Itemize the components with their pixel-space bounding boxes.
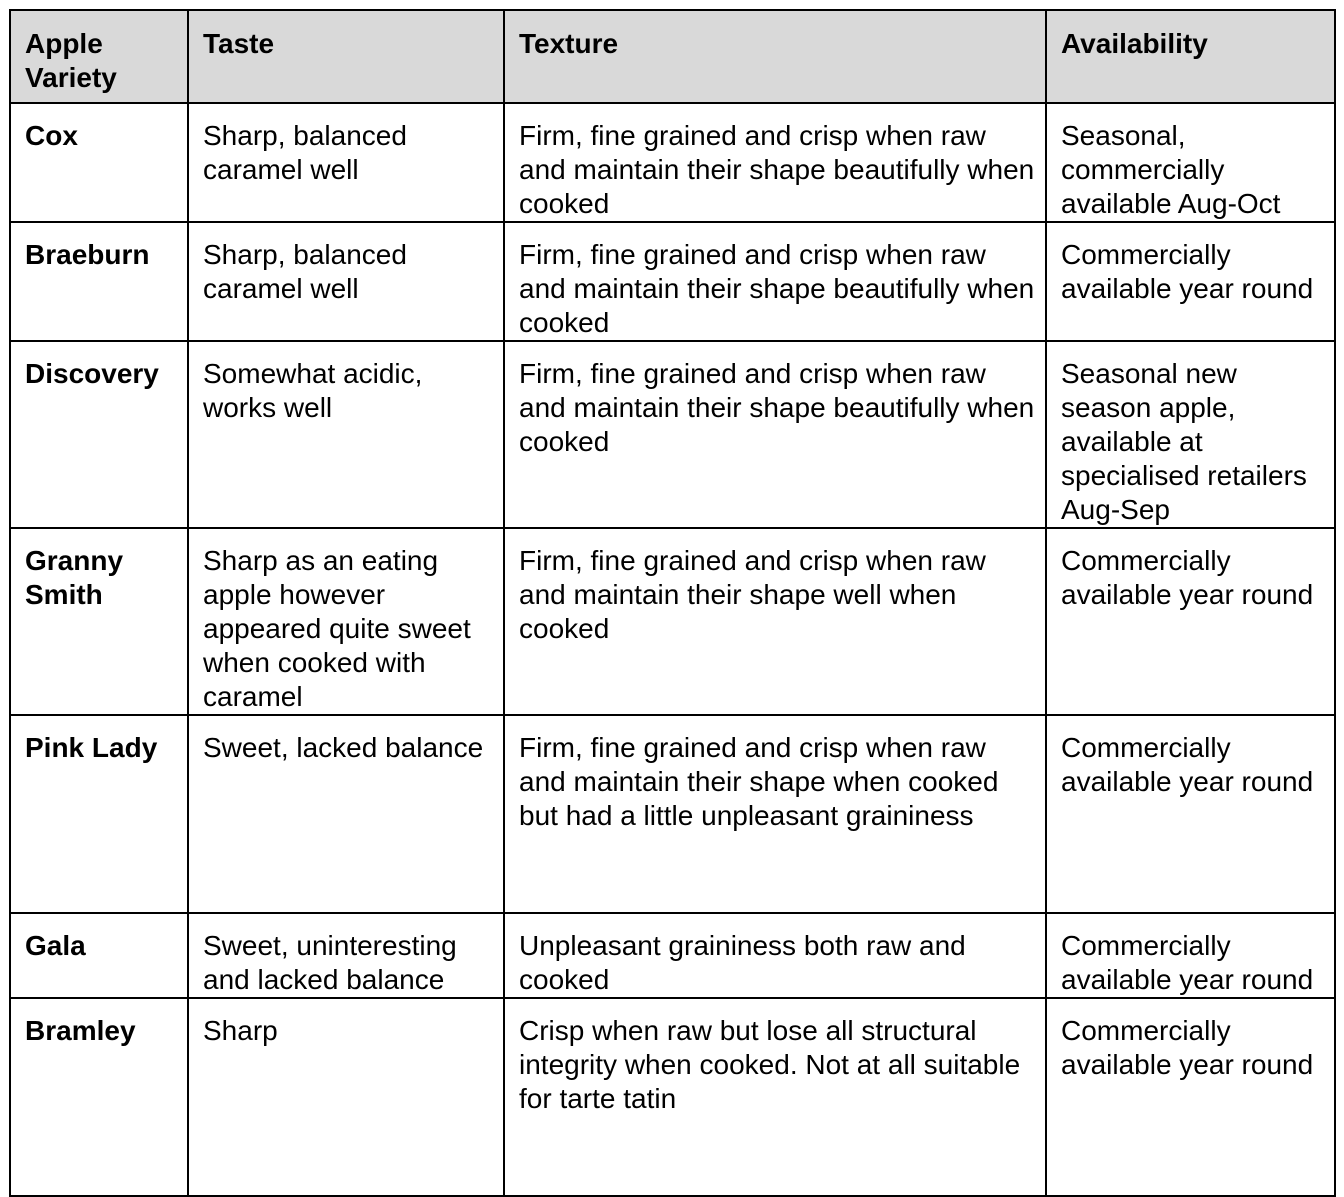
table-row <box>10 341 1335 528</box>
table-row <box>10 222 1335 341</box>
variety-cell: Discovery <box>10 341 188 528</box>
availability-cell: Seasonal, commercially available Aug-Oct <box>1046 103 1335 222</box>
availability-cell: Seasonal new season apple, available at specialised retailers Aug-Sep <box>1046 341 1335 528</box>
texture-cell: Firm, fine grained and crisp when raw and maintain their shape well when cooked <box>504 528 1046 715</box>
taste-cell: Sharp as an eating apple however appeared quite sweet when cooked with caramel <box>188 528 504 715</box>
table-header-row <box>10 10 1335 103</box>
table-row <box>10 998 1335 1196</box>
taste-cell: Sweet, uninteresting and lacked balance <box>188 913 504 998</box>
texture-cell: Firm, fine grained and crisp when raw and maintain their shape beautifully when cooked <box>504 341 1046 528</box>
availability-cell: Commercially available year round <box>1046 222 1335 341</box>
taste-cell: Sharp, balanced caramel well <box>188 222 504 341</box>
taste-cell: Sweet, lacked balance <box>188 715 504 913</box>
texture-cell: Firm, fine grained and crisp when raw and maintain their shape beautifully when cooked <box>504 103 1046 222</box>
availability-cell: Commercially available year round <box>1046 715 1335 913</box>
apple-variety-table <box>9 9 1336 1197</box>
availability-cell: Commercially available year round <box>1046 528 1335 715</box>
header-apple-variety: Apple Variety <box>10 10 188 103</box>
taste-cell: Somewhat acidic, works well <box>188 341 504 528</box>
variety-cell: Cox <box>10 103 188 222</box>
variety-cell: Bramley <box>10 998 188 1196</box>
texture-cell: Crisp when raw but lose all structural integrity when cooked. Not at all suitable for tarte tatin <box>504 998 1046 1196</box>
taste-cell: Sharp <box>188 998 504 1196</box>
availability-cell: Commercially available year round <box>1046 998 1335 1196</box>
variety-cell: Gala <box>10 913 188 998</box>
variety-cell: Granny Smith <box>10 528 188 715</box>
taste-cell: Sharp, balanced caramel well <box>188 103 504 222</box>
texture-cell: Firm, fine grained and crisp when raw and maintain their shape when cooked but had a little unpleasant graininess <box>504 715 1046 913</box>
header-availability: Availability <box>1046 10 1335 103</box>
header-taste: Taste <box>188 10 504 103</box>
availability-cell: Commercially available year round <box>1046 913 1335 998</box>
variety-cell: Pink Lady <box>10 715 188 913</box>
texture-cell: Unpleasant graininess both raw and cooked <box>504 913 1046 998</box>
table-row <box>10 913 1335 998</box>
variety-cell: Braeburn <box>10 222 188 341</box>
table-row <box>10 103 1335 222</box>
texture-cell: Firm, fine grained and crisp when raw and maintain their shape beautifully when cooked <box>504 222 1046 341</box>
header-texture: Texture <box>504 10 1046 103</box>
table-row <box>10 528 1335 715</box>
table-row <box>10 715 1335 913</box>
